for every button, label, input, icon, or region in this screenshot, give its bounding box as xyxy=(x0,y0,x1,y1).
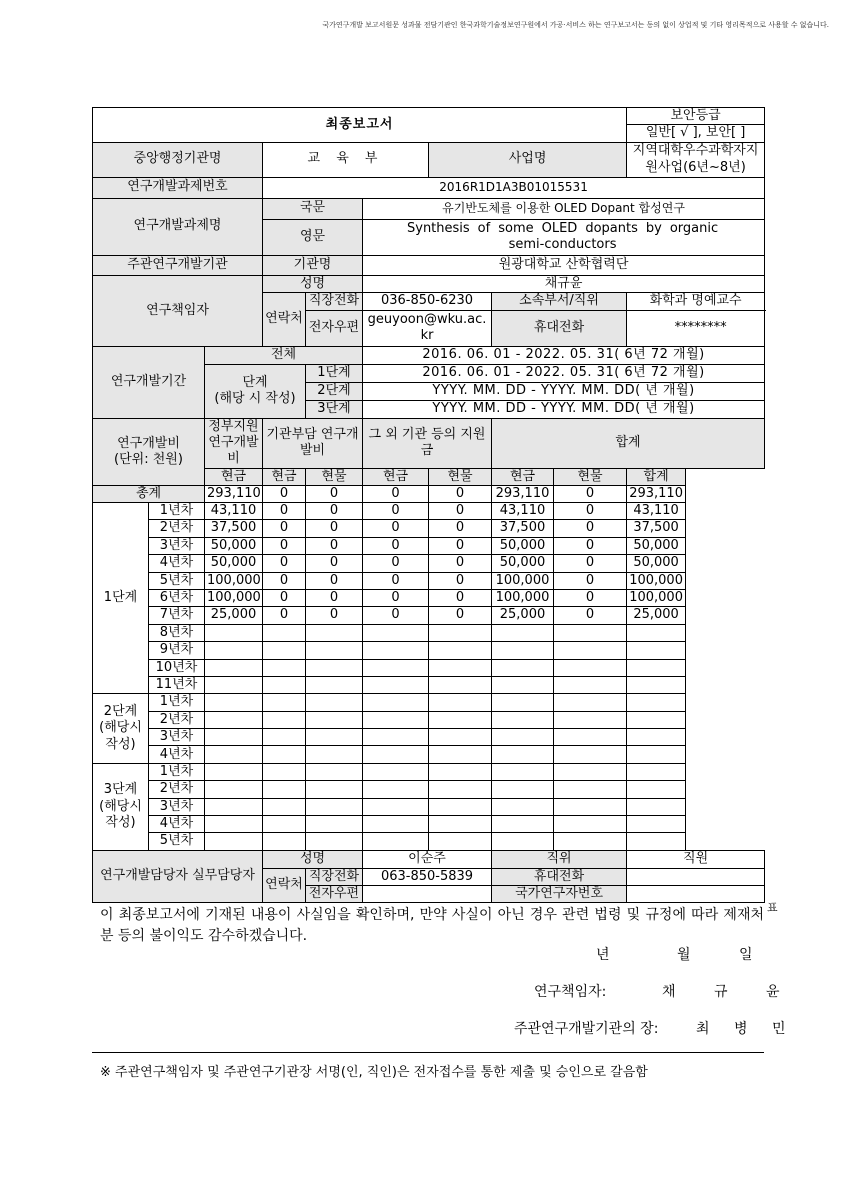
pi-signature-name: 채 규 윤 xyxy=(662,984,797,1000)
budget-cell xyxy=(205,833,263,850)
budget-cell xyxy=(554,729,627,746)
staff-position: 직원 xyxy=(627,850,765,868)
budget-cell xyxy=(429,729,492,746)
budget-cell: 43,110 xyxy=(205,503,263,520)
budget-cell xyxy=(627,624,686,641)
budget-row xyxy=(93,763,765,780)
budget-total-cell: 293,110 xyxy=(205,485,263,502)
budget-total-cell: 293,110 xyxy=(627,485,686,502)
budget-cell xyxy=(205,676,263,693)
budget-cell xyxy=(263,816,306,833)
date-year: 년 xyxy=(596,947,610,963)
budget-cell: 37,500 xyxy=(627,520,686,537)
budget-cell: 0 xyxy=(263,572,306,589)
budget-cell xyxy=(554,659,627,676)
staff-email xyxy=(363,886,492,903)
budget-stage-label: 2단계 (해당시 작성) xyxy=(93,694,149,764)
english-title-label: 영문 xyxy=(263,219,363,255)
staff-office-phone-label: 직장전화 xyxy=(306,868,363,885)
english-title-value: Synthesis of some OLED dopants by organic semi-conductors xyxy=(363,219,765,255)
budget-cell xyxy=(429,694,492,711)
budget-year-label: 2년차 xyxy=(149,520,205,537)
budget-cell xyxy=(492,816,554,833)
budget-total-cell: 0 xyxy=(429,485,492,502)
pi-name: 채규윤 xyxy=(363,275,765,292)
korean-title-value: 유기반도체를 이용한 OLED Dopant 합성연구 xyxy=(363,198,765,219)
staff-mobile-label: 휴대전화 xyxy=(492,868,627,885)
budget-year-label: 9년차 xyxy=(149,642,205,659)
budget-cell: 0 xyxy=(554,607,627,624)
budget-cell xyxy=(205,816,263,833)
budget-cell xyxy=(363,833,429,850)
budget-cell xyxy=(306,711,363,728)
budget-cell xyxy=(263,659,306,676)
budget-row xyxy=(93,503,765,520)
inst-inkind-header: 현물 xyxy=(306,468,363,485)
budget-cell xyxy=(627,711,686,728)
budget-cell: 100,000 xyxy=(205,589,263,606)
head-signature-name: 최 병 민 xyxy=(696,1021,796,1037)
budget-year-label: 4년차 xyxy=(149,555,205,572)
korean-title-label: 국문 xyxy=(263,198,363,219)
budget-unit-text: (단위: 천원) xyxy=(114,451,183,467)
budget-sum-header: 합계 xyxy=(492,418,765,468)
budget-cell xyxy=(627,781,686,798)
budget-cell xyxy=(492,833,554,850)
budget-cell: 0 xyxy=(429,503,492,520)
budget-cell xyxy=(363,659,429,676)
pi-name-label: 성명 xyxy=(263,275,363,292)
budget-cell xyxy=(429,781,492,798)
budget-cell: 100,000 xyxy=(492,572,554,589)
budget-cell: 0 xyxy=(363,503,429,520)
budget-cell: 0 xyxy=(263,520,306,537)
budget-cell xyxy=(627,729,686,746)
budget-row xyxy=(93,711,765,728)
budget-cell: 0 xyxy=(306,589,363,606)
staff-researcher-no xyxy=(627,886,765,903)
budget-cell xyxy=(554,798,627,815)
budget-year-label: 1년차 xyxy=(149,763,205,780)
ministry-value: 교 육 부 xyxy=(263,142,429,177)
budget-row xyxy=(93,816,765,833)
budget-cell xyxy=(492,676,554,693)
budget-year-label: 4년차 xyxy=(149,816,205,833)
budget-cell xyxy=(205,781,263,798)
budget-cell: 0 xyxy=(306,607,363,624)
budget-cell xyxy=(554,816,627,833)
period-stage2: YYYY. MM. DD - YYYY. MM. DD( 년 개월) xyxy=(363,382,765,400)
budget-year-label: 6년차 xyxy=(149,589,205,606)
budget-cell xyxy=(429,659,492,676)
budget-cell xyxy=(429,676,492,693)
budget-cell xyxy=(627,746,686,763)
budget-cell xyxy=(263,763,306,780)
budget-cell xyxy=(492,711,554,728)
budget-cell xyxy=(554,676,627,693)
program-label: 사업명 xyxy=(429,142,627,177)
budget-cell xyxy=(306,781,363,798)
budget-cell: 0 xyxy=(363,607,429,624)
budget-cell xyxy=(263,642,306,659)
budget-cell xyxy=(627,816,686,833)
budget-cell: 0 xyxy=(429,607,492,624)
period-stage3: YYYY. MM. DD - YYYY. MM. DD( 년 개월) xyxy=(363,400,765,418)
budget-cell xyxy=(263,624,306,641)
budget-cell: 0 xyxy=(429,537,492,554)
budget-cell: 43,110 xyxy=(492,503,554,520)
budget-cell xyxy=(429,833,492,850)
budget-cell xyxy=(429,642,492,659)
budget-year-label: 8년차 xyxy=(149,624,205,641)
budget-cell: 0 xyxy=(306,503,363,520)
budget-cell xyxy=(306,746,363,763)
budget-year-label: 1년차 xyxy=(149,694,205,711)
budget-cell: 50,000 xyxy=(627,537,686,554)
table-marker: 표 xyxy=(767,901,778,914)
budget-year-label: 7년차 xyxy=(149,607,205,624)
budget-cell: 0 xyxy=(554,537,627,554)
budget-row xyxy=(93,729,765,746)
budget-cell xyxy=(363,781,429,798)
security-grade-label: 보안등급 xyxy=(627,108,765,125)
budget-cell: 0 xyxy=(263,589,306,606)
budget-cell: 0 xyxy=(306,537,363,554)
budget-cell xyxy=(306,816,363,833)
budget-cell: 50,000 xyxy=(205,537,263,554)
budget-cell xyxy=(306,729,363,746)
task-number-value: 2016R1D1A3B01015531 xyxy=(263,177,765,198)
budget-cell xyxy=(429,816,492,833)
copyright-notice: 국가연구개발 보고서원문 성과물 전담기관인 한국과학기술정보연구원에서 가공·서비스 하는 연구보고서는 동의 없이 상업적 및 기타 영리목적으로 사용할 수 없습니다. xyxy=(322,21,829,29)
budget-cell xyxy=(492,642,554,659)
staff-office-phone: 063-850-5839 xyxy=(363,868,492,885)
budget-cell: 100,000 xyxy=(492,589,554,606)
budget-cell xyxy=(554,781,627,798)
budget-cell xyxy=(263,746,306,763)
final-report-form xyxy=(92,107,765,903)
budget-year-label: 5년차 xyxy=(149,572,205,589)
budget-cell xyxy=(554,624,627,641)
budget-cell xyxy=(306,763,363,780)
budget-row xyxy=(93,607,765,624)
report-title: 최종보고서 xyxy=(93,108,627,143)
budget-cell: 50,000 xyxy=(492,537,554,554)
org-label: 주관연구개발기관 xyxy=(93,255,263,275)
pi-office-phone-label: 직장전화 xyxy=(306,292,363,310)
pi-email: geuyoon@wku.ac.kr xyxy=(363,310,492,346)
budget-cell xyxy=(492,746,554,763)
task-name-label: 연구개발과제명 xyxy=(93,198,263,255)
budget-cell xyxy=(306,659,363,676)
period-stage3-label: 3단계 xyxy=(306,400,363,418)
budget-label-text: 연구개발비 xyxy=(117,435,180,451)
staff-label xyxy=(93,850,263,903)
head-signature-label: 주관연구개발기관의 장: xyxy=(514,1021,659,1037)
budget-cell: 25,000 xyxy=(627,607,686,624)
budget-cell xyxy=(263,781,306,798)
budget-cell xyxy=(627,642,686,659)
budget-year-label: 10년차 xyxy=(149,659,205,676)
budget-cell xyxy=(363,798,429,815)
budget-row xyxy=(93,694,765,711)
budget-stage-label: 3단계 (해당시 작성) xyxy=(93,763,149,850)
budget-cell xyxy=(363,746,429,763)
sum-cash-header: 현금 xyxy=(492,468,554,485)
date-month: 월 xyxy=(677,947,691,963)
sum-total-header: 합계 xyxy=(627,468,686,485)
staff-position-label: 직위 xyxy=(492,850,627,868)
budget-cell: 0 xyxy=(363,520,429,537)
budget-cell xyxy=(363,694,429,711)
budget-cell xyxy=(554,746,627,763)
budget-cell xyxy=(205,729,263,746)
sum-inkind-header: 현물 xyxy=(554,468,627,485)
budget-cell xyxy=(363,816,429,833)
budget-cell xyxy=(306,624,363,641)
stage-label-text: 단계 xyxy=(242,375,268,390)
budget-cell: 0 xyxy=(429,589,492,606)
period-total: 2016. 06. 01 - 2022. 05. 31( 6년 72 개월) xyxy=(363,346,765,364)
budget-cell xyxy=(205,711,263,728)
budget-cell xyxy=(627,659,686,676)
budget-row xyxy=(93,781,765,798)
period-stage1-label: 1단계 xyxy=(306,364,363,382)
budget-cell: 0 xyxy=(363,572,429,589)
budget-cell xyxy=(363,729,429,746)
budget-cell xyxy=(429,746,492,763)
budget-gov-header: 정부지원 연구개발비 xyxy=(205,418,263,468)
budget-year-label: 4년차 xyxy=(149,746,205,763)
budget-cell xyxy=(492,763,554,780)
budget-cell xyxy=(363,642,429,659)
staff-researcher-no-label: 국가연구자번호 xyxy=(492,886,627,903)
budget-cell xyxy=(554,642,627,659)
budget-cell: 25,000 xyxy=(492,607,554,624)
pi-office-phone: 036-850-6230 xyxy=(363,292,492,310)
budget-cell: 37,500 xyxy=(492,520,554,537)
budget-cell xyxy=(627,676,686,693)
budget-cell xyxy=(492,729,554,746)
budget-row xyxy=(93,624,765,641)
budget-cell: 0 xyxy=(429,572,492,589)
budget-cell: 0 xyxy=(554,503,627,520)
budget-cell xyxy=(627,694,686,711)
other-inkind-header: 현물 xyxy=(429,468,492,485)
budget-row xyxy=(93,537,765,554)
footnote: ※ 주관연구책임자 및 주관연구기관장 서명(인, 직인)은 전자접수를 통한 제출 및 승인으로 갈음함 xyxy=(100,1065,648,1080)
budget-year-label: 2년차 xyxy=(149,711,205,728)
period-label: 연구개발기간 xyxy=(93,346,205,418)
budget-cell xyxy=(306,694,363,711)
budget-cell xyxy=(492,798,554,815)
task-number-label: 연구개발과제번호 xyxy=(93,177,263,198)
pi-dept-position-label: 소속부서/직위 xyxy=(492,292,627,310)
staff-contact-label: 연락처 xyxy=(263,868,306,903)
budget-row xyxy=(93,589,765,606)
budget-inst-header: 기관부담 연구개발비 xyxy=(263,418,363,468)
budget-cell xyxy=(205,798,263,815)
budget-stage-label: 1단계 xyxy=(93,503,149,694)
budget-cell xyxy=(492,624,554,641)
budget-cell: 0 xyxy=(554,572,627,589)
budget-total-cell: 0 xyxy=(554,485,627,502)
pi-signature-label: 연구책임자: xyxy=(534,984,607,1000)
budget-cell: 0 xyxy=(263,537,306,554)
budget-cell xyxy=(306,798,363,815)
other-cash-header: 현금 xyxy=(363,468,429,485)
budget-cell xyxy=(429,763,492,780)
date-day: 일 xyxy=(739,947,753,963)
budget-cell xyxy=(306,833,363,850)
budget-cell: 0 xyxy=(306,520,363,537)
period-stage-label xyxy=(205,364,306,418)
budget-cell xyxy=(205,746,263,763)
budget-row xyxy=(93,798,765,815)
confirmation-statement: 이 최종보고서에 기재된 내용이 사실임을 확인하며, 만약 사실이 아닌 경우 관련 법령 및 규정에 따라 제재처분 등의 불이익도 감수하겠습니다. xyxy=(100,907,764,944)
budget-cell: 0 xyxy=(554,520,627,537)
period-total-label: 전체 xyxy=(205,346,363,364)
budget-cell xyxy=(263,694,306,711)
pi-dept-position: 화학과 명예교수 xyxy=(627,292,765,310)
footer-divider xyxy=(92,1052,764,1053)
budget-year-label: 3년차 xyxy=(149,537,205,554)
period-stage2-label: 2단계 xyxy=(306,382,363,400)
org-name-value: 원광대학교 산학협력단 xyxy=(363,255,765,275)
gov-cash-header: 현금 xyxy=(205,468,263,485)
budget-cell: 25,000 xyxy=(205,607,263,624)
stage-note-text: (해당 시 작성) xyxy=(214,391,296,407)
budget-cell xyxy=(554,833,627,850)
budget-other-header: 그 외 기관 등의 지원금 xyxy=(363,418,492,468)
budget-cell: 43,110 xyxy=(627,503,686,520)
budget-row xyxy=(93,520,765,537)
budget-row xyxy=(93,642,765,659)
budget-cell xyxy=(363,624,429,641)
budget-cell xyxy=(306,676,363,693)
budget-cell: 0 xyxy=(554,555,627,572)
staff-label-text: 연구개발담당자 실무담당자 xyxy=(100,868,255,884)
budget-cell: 100,000 xyxy=(205,572,263,589)
budget-cell xyxy=(263,676,306,693)
pi-contact-label: 연락처 xyxy=(263,292,306,346)
budget-cell xyxy=(205,642,263,659)
budget-cell xyxy=(492,659,554,676)
budget-cell xyxy=(554,711,627,728)
budget-year-label: 3년차 xyxy=(149,729,205,746)
budget-cell: 0 xyxy=(306,572,363,589)
budget-cell xyxy=(627,798,686,815)
pi-mobile-label: 휴대전화 xyxy=(492,310,627,346)
ministry-label: 중앙행정기관명 xyxy=(93,142,263,177)
budget-cell xyxy=(205,763,263,780)
staff-mobile xyxy=(627,868,765,885)
budget-row xyxy=(93,659,765,676)
staff-email-label: 전자우편 xyxy=(306,886,363,903)
budget-cell: 0 xyxy=(263,503,306,520)
budget-year-label: 11년차 xyxy=(149,676,205,693)
budget-cell xyxy=(205,694,263,711)
budget-row xyxy=(93,746,765,763)
budget-cell xyxy=(263,833,306,850)
budget-cell xyxy=(429,624,492,641)
budget-total-cell: 0 xyxy=(363,485,429,502)
budget-cell xyxy=(492,781,554,798)
budget-cell xyxy=(363,711,429,728)
budget-cell: 50,000 xyxy=(492,555,554,572)
budget-row xyxy=(93,572,765,589)
pi-label: 연구책임자 xyxy=(93,275,263,346)
budget-cell xyxy=(205,659,263,676)
budget-cell: 0 xyxy=(263,555,306,572)
budget-cell xyxy=(363,763,429,780)
budget-cell xyxy=(263,711,306,728)
budget-cell xyxy=(205,624,263,641)
budget-total-cell: 0 xyxy=(263,485,306,502)
budget-cell xyxy=(429,798,492,815)
budget-row xyxy=(93,676,765,693)
budget-cell xyxy=(627,833,686,850)
budget-cell xyxy=(263,729,306,746)
budget-cell xyxy=(554,763,627,780)
budget-label xyxy=(93,418,205,485)
budget-year-label: 5년차 xyxy=(149,833,205,850)
budget-total-label: 총계 xyxy=(93,485,205,502)
budget-cell: 100,000 xyxy=(627,589,686,606)
budget-cell xyxy=(554,694,627,711)
security-grade-value: 일반[ √ ], 보안[ ] xyxy=(627,125,765,142)
budget-cell xyxy=(306,642,363,659)
budget-cell: 0 xyxy=(554,589,627,606)
budget-row xyxy=(93,833,765,850)
budget-cell xyxy=(263,798,306,815)
budget-total-cell: 293,110 xyxy=(492,485,554,502)
period-stage1: 2016. 06. 01 - 2022. 05. 31( 6년 72 개월) xyxy=(363,364,765,382)
budget-year-label: 2년차 xyxy=(149,781,205,798)
org-name-label: 기관명 xyxy=(263,255,363,275)
budget-cell: 0 xyxy=(429,520,492,537)
budget-cell: 50,000 xyxy=(627,555,686,572)
budget-cell: 37,500 xyxy=(205,520,263,537)
budget-row xyxy=(93,555,765,572)
budget-cell: 0 xyxy=(363,537,429,554)
budget-year-label: 3년차 xyxy=(149,798,205,815)
pi-email-label: 전자우편 xyxy=(306,310,363,346)
budget-cell xyxy=(429,711,492,728)
budget-cell xyxy=(363,676,429,693)
budget-cell: 50,000 xyxy=(205,555,263,572)
pi-mobile: ******** xyxy=(627,310,765,346)
program-value: 지역대학우수과학자지원사업(6년~8년) xyxy=(627,142,765,177)
budget-cell: 0 xyxy=(263,607,306,624)
budget-cell: 0 xyxy=(363,555,429,572)
budget-cell: 100,000 xyxy=(627,572,686,589)
staff-name-label: 성명 xyxy=(263,850,363,868)
inst-cash-header: 현금 xyxy=(263,468,306,485)
budget-cell: 0 xyxy=(306,555,363,572)
budget-cell xyxy=(492,694,554,711)
budget-total-cell: 0 xyxy=(306,485,363,502)
budget-cell: 0 xyxy=(429,555,492,572)
budget-cell xyxy=(627,763,686,780)
budget-cell: 0 xyxy=(363,589,429,606)
budget-year-label: 1년차 xyxy=(149,503,205,520)
staff-name: 이순주 xyxy=(363,850,492,868)
